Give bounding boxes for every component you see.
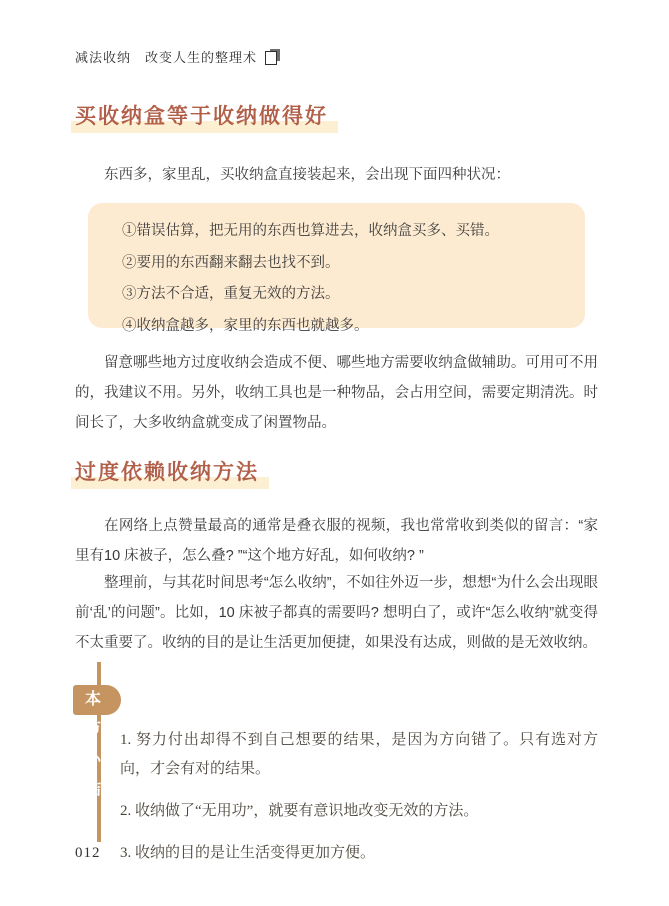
summary-item-2: 2. 收纳做了“无用功”，就要有意识地改变无效的方法。	[120, 803, 479, 819]
section-heading-buy-boxes	[75, 100, 328, 130]
section-heading-2-text: 过度依赖收纳方法	[75, 456, 259, 486]
section-heading-1-text: 买收纳盒等于收纳做得好	[75, 100, 328, 130]
section2-paragraph-1: 在网络上点赞量最高的通常是叠衣服的视频，我也常常收到类似的留言：“家里有10 床被子，怎么叠? ”“这个地方好乱，如何收纳? ”	[75, 518, 598, 564]
callout-item-1: ①错误估算，把无用的东西也算进去，收纳盒买多、买错。	[122, 223, 499, 239]
page-number: 012	[75, 845, 101, 861]
summary-list	[120, 726, 598, 881]
summary-item-3: 3. 收纳的目的是让生活变得更加方便。	[120, 845, 376, 861]
pages-icon	[265, 49, 280, 64]
callout-item-2: ②要用的东西翻来翻去也找不到。	[122, 254, 340, 271]
summary-badge: 本节小结	[73, 685, 121, 715]
section1-paragraph: 留意哪些地方过度收纳会造成不便、哪些地方需要收纳盒做辅助。可用可不用的，我建议不用。另外，收纳工具也是一种物品，会占用空间，需要定期清洗。时间长了，大多收纳盒就变成了闲置物品。	[75, 355, 598, 431]
callout-item-4: ④收纳盒越多，家里的东西也就越多。	[122, 317, 369, 334]
running-header	[75, 47, 280, 66]
section-heading-over-reliance	[75, 456, 259, 486]
running-header-title: 减法收纳 改变人生的整理术	[75, 50, 258, 65]
callout-box	[88, 203, 585, 334]
intro-paragraph: 东西多，家里乱，买收纳盒直接装起来，会出现下面四种状况：	[104, 167, 510, 183]
callout-item-3: ③方法不合适，重复无效的方法。	[122, 286, 340, 302]
pages-icon-front-sheet	[265, 51, 277, 65]
summary-item-1: 1. 努力付出却得不到自己想要的结果，是因为方向错了。只有选对方向，才会有对的结果。	[120, 732, 598, 777]
section2-paragraph-2: 整理前，与其花时间思考“怎么收纳”，不如往外迈一步，想想“为什么会出现眼前‘乱’的问题”。比如，10 床被子都真的需要吗? 想明白了，或许“怎么收纳”就变得不太重要了。收纳的目的是让生活更加便捷，如果没有达成，则做的是无效收纳。	[75, 575, 598, 651]
